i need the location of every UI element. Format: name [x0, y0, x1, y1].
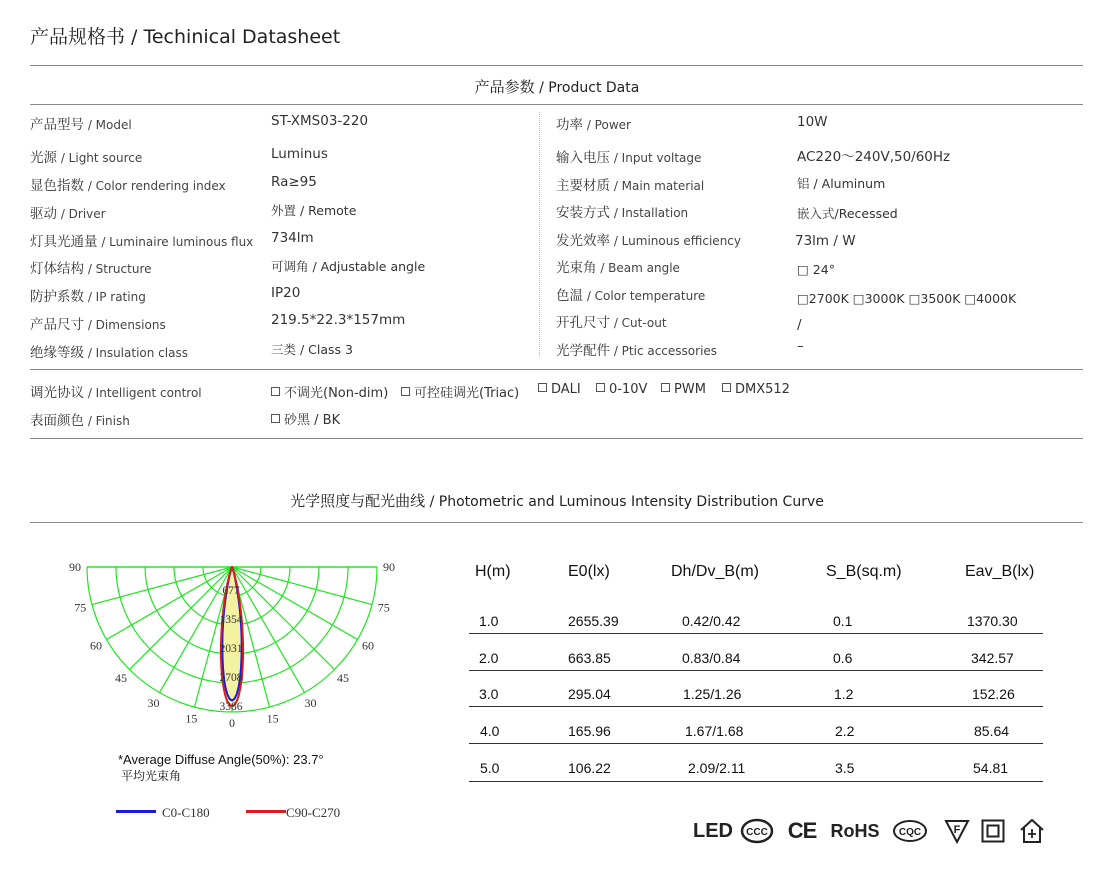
- table-cell: 5.0: [480, 760, 500, 776]
- polar-angle-label: 30: [147, 696, 160, 710]
- spec-label-light-source: 光源 / Light source: [30, 150, 143, 166]
- polar-angle-label: 0: [229, 716, 235, 730]
- spec-label-dimensions: 产品尺寸 / Dimensions: [30, 317, 166, 333]
- ccc-mark-text: CCC: [746, 827, 768, 838]
- spec-value-dimensions: 219.5*22.3*157mm: [271, 312, 406, 328]
- table-header: Eav_B(lx): [965, 563, 1035, 580]
- table-cell: 2.0: [479, 650, 499, 666]
- control-label: 调光协议 / Intelligent control: [30, 385, 202, 401]
- table-cell: 1.25/1.26: [683, 686, 742, 702]
- rohs-mark: RoHS: [830, 820, 880, 841]
- table-row-divider: [469, 706, 1043, 707]
- spec-label-efficiency: 发光效率 / Luminous efficiency: [556, 233, 741, 249]
- column-divider: [539, 112, 540, 357]
- table-cell: 0.6: [833, 650, 853, 666]
- spec-label-installation: 安装方式 / Installation: [556, 205, 689, 221]
- polar-angle-label: 45: [115, 671, 127, 685]
- photometric-heading-cn: 光学照度与配光曲线: [290, 492, 426, 510]
- spec-label-accessories: 光学配件 / Ptic accessories: [556, 343, 718, 359]
- spec-label-ip-rating: 防护系数 / IP rating: [30, 289, 146, 305]
- table-cell: 106.22: [568, 760, 611, 776]
- table-cell: 152.26: [972, 686, 1015, 702]
- spec-label-power: 功率 / Power: [556, 117, 631, 133]
- spec-label-cri: 显色指数 / Color rendering index: [30, 178, 226, 194]
- f-mark-text: F: [953, 824, 961, 836]
- table-cell: 2.09/2.11: [688, 760, 746, 776]
- table-cell: 4.0: [480, 723, 500, 739]
- spec-label-driver: 驱动 / Driver: [30, 206, 106, 222]
- table-cell: 1.67/1.68: [685, 723, 744, 739]
- spec-value-color-temperature[interactable]: □2700K □3000K □3500K □4000K: [797, 291, 1017, 306]
- table-row-divider: [469, 743, 1043, 744]
- table-header: S_B(sq.m): [826, 563, 902, 580]
- average-diffuse-angle-note: *Average Diffuse Angle(50%): 23.7°: [118, 752, 324, 767]
- polar-angle-label: 75: [74, 600, 87, 615]
- indoor-use-icon: [1018, 816, 1046, 846]
- legend-c90-c270: C90-C270: [246, 802, 340, 821]
- led-mark: LED: [693, 819, 733, 842]
- spec-label-input-voltage: 输入电压 / Input voltage: [556, 150, 702, 166]
- class-ii-icon: [981, 816, 1005, 846]
- table-cell: 0.83/0.84: [682, 650, 741, 666]
- cqc-mark-icon: [892, 816, 928, 846]
- table-cell: 85.64: [974, 723, 1010, 739]
- spec-label-structure: 灯体结构 / Structure: [30, 261, 152, 277]
- divider: [30, 369, 1083, 370]
- polar-angle-label: 30: [304, 696, 317, 710]
- polar-angle-label: 90: [69, 560, 81, 574]
- spec-value-installation: 嵌入式/Recessed: [797, 206, 898, 221]
- table-cell: 2.2: [835, 723, 855, 739]
- table-cell: 0.42/0.42: [682, 613, 741, 629]
- table-cell: 3.0: [479, 686, 499, 702]
- average-diffuse-angle-note-cn: 平均光束角: [121, 769, 182, 783]
- divider: [30, 438, 1083, 439]
- table-row-divider: [469, 781, 1043, 782]
- table-header: E0(lx): [568, 563, 610, 580]
- divider: [30, 65, 1083, 66]
- spec-value-input-voltage: AC220～240V,50/60Hz: [797, 149, 951, 165]
- photometric-heading: [0, 490, 1114, 511]
- polar-ring-label: 3386: [219, 701, 243, 713]
- polar-ring-label: 677: [222, 585, 240, 597]
- spec-value-light-source: Luminus: [271, 146, 328, 162]
- product-data-heading-en: / Product Data: [534, 80, 640, 96]
- spec-label-color-temperature: 色温 / Color temperature: [556, 288, 706, 304]
- table-cell: 342.57: [971, 650, 1014, 666]
- legend-line-blue: [116, 810, 156, 813]
- spec-value-structure: 可调角 / Adjustable angle: [271, 259, 426, 274]
- spec-label-model: 产品型号 / Model: [30, 117, 132, 133]
- polar-angle-label: 75: [377, 600, 390, 615]
- table-cell: 54.81: [973, 760, 1009, 776]
- f-mark-icon: [944, 816, 970, 846]
- spec-value-model: ST-XMS03-220: [271, 113, 369, 129]
- product-data-heading-cn: 产品参数: [474, 78, 535, 96]
- polar-ring-label: 2708: [219, 672, 243, 684]
- spec-value-accessories: –: [797, 338, 804, 354]
- spec-value-cut-out: /: [797, 317, 802, 333]
- table-cell: 1370.30: [967, 613, 1018, 629]
- table-cell: 663.85: [568, 650, 611, 666]
- table-cell: 295.04: [568, 686, 611, 702]
- polar-ring-label: 2031: [219, 643, 243, 655]
- table-cell: 0.1: [833, 613, 853, 629]
- divider: [30, 522, 1083, 523]
- polar-angle-label: 15: [266, 711, 279, 726]
- legend-line-red: [246, 810, 286, 813]
- polar-angle-label: 45: [337, 671, 349, 685]
- polar-ring-label: 1354: [219, 614, 243, 626]
- spec-value-material: 铝 / Aluminum: [797, 176, 886, 191]
- polar-radial-line: [129, 567, 232, 670]
- photometric-heading-en: / Photometric and Luminous Intensity Distribution Curve: [425, 494, 824, 510]
- cqc-mark-text: CQC: [898, 827, 922, 838]
- polar-radial-line: [232, 567, 335, 670]
- control-option-0-10v[interactable]: 0-10V: [596, 382, 647, 397]
- control-option-dmx512[interactable]: DMX512: [722, 382, 790, 397]
- table-row-divider: [469, 633, 1043, 634]
- table-header: Dh/Dv_B(m): [671, 563, 760, 580]
- legend-c0-c180: C0-C180: [116, 802, 210, 821]
- polar-distribution-curve: [60, 555, 420, 735]
- table-cell: 1.0: [479, 613, 499, 629]
- spec-value-driver: 外置 / Remote: [271, 203, 357, 218]
- finish-label: 表面颜色 / Finish: [30, 413, 130, 429]
- table-cell: 2655.39: [568, 613, 619, 629]
- divider: [30, 104, 1083, 105]
- table-cell: 3.5: [835, 760, 855, 776]
- spec-value-insulation: 三类 / Class 3: [271, 342, 353, 357]
- polar-angle-label: 15: [185, 711, 198, 726]
- spec-label-cut-out: 开孔尺寸 / Cut-out: [556, 315, 667, 331]
- spec-value-efficiency: 73lm / W: [795, 233, 856, 249]
- spec-value-cri: Ra≥95: [271, 174, 317, 190]
- control-option-triac[interactable]: 可控硅调光(Triac): [401, 382, 519, 401]
- spec-label-insulation: 绝缘等级 / Insulation class: [30, 345, 188, 361]
- spec-value-beam-angle[interactable]: □ 24°: [797, 262, 835, 277]
- polar-angle-label: 60: [90, 638, 102, 653]
- spec-label-material: 主要材质 / Main material: [556, 178, 705, 194]
- ce-mark: CE: [787, 818, 817, 843]
- polar-radial-line: [106, 567, 232, 640]
- polar-radial-line: [92, 567, 232, 605]
- control-option-pwm[interactable]: PWM: [661, 382, 706, 397]
- spec-value-flux: 734lm: [271, 230, 314, 246]
- spec-value-ip-rating: IP20: [271, 285, 301, 301]
- product-data-heading: [0, 76, 1114, 97]
- control-option-non-dim[interactable]: 不调光(Non-dim): [271, 382, 388, 401]
- page-title: 产品规格书 / Techinical Datasheet: [30, 26, 341, 48]
- spec-label-flux: 灯具光通量 / Luminaire luminous flux: [30, 234, 254, 250]
- table-header: H(m): [475, 563, 511, 580]
- table-cell: 165.96: [568, 723, 611, 739]
- polar-radial-line: [232, 567, 358, 640]
- table-cell: 1.2: [834, 686, 854, 702]
- spec-value-power: 10W: [797, 114, 828, 130]
- finish-option-bk[interactable]: 砂黑 / BK: [271, 409, 340, 428]
- ccc-mark-icon: [740, 816, 774, 846]
- table-row-divider: [469, 670, 1043, 671]
- control-option-dali[interactable]: DALI: [538, 382, 581, 397]
- polar-angle-label: 60: [362, 638, 374, 653]
- polar-radial-line: [232, 567, 372, 605]
- polar-angle-label: 90: [383, 560, 395, 574]
- spec-label-beam-angle: 光束角 / Beam angle: [556, 260, 680, 276]
